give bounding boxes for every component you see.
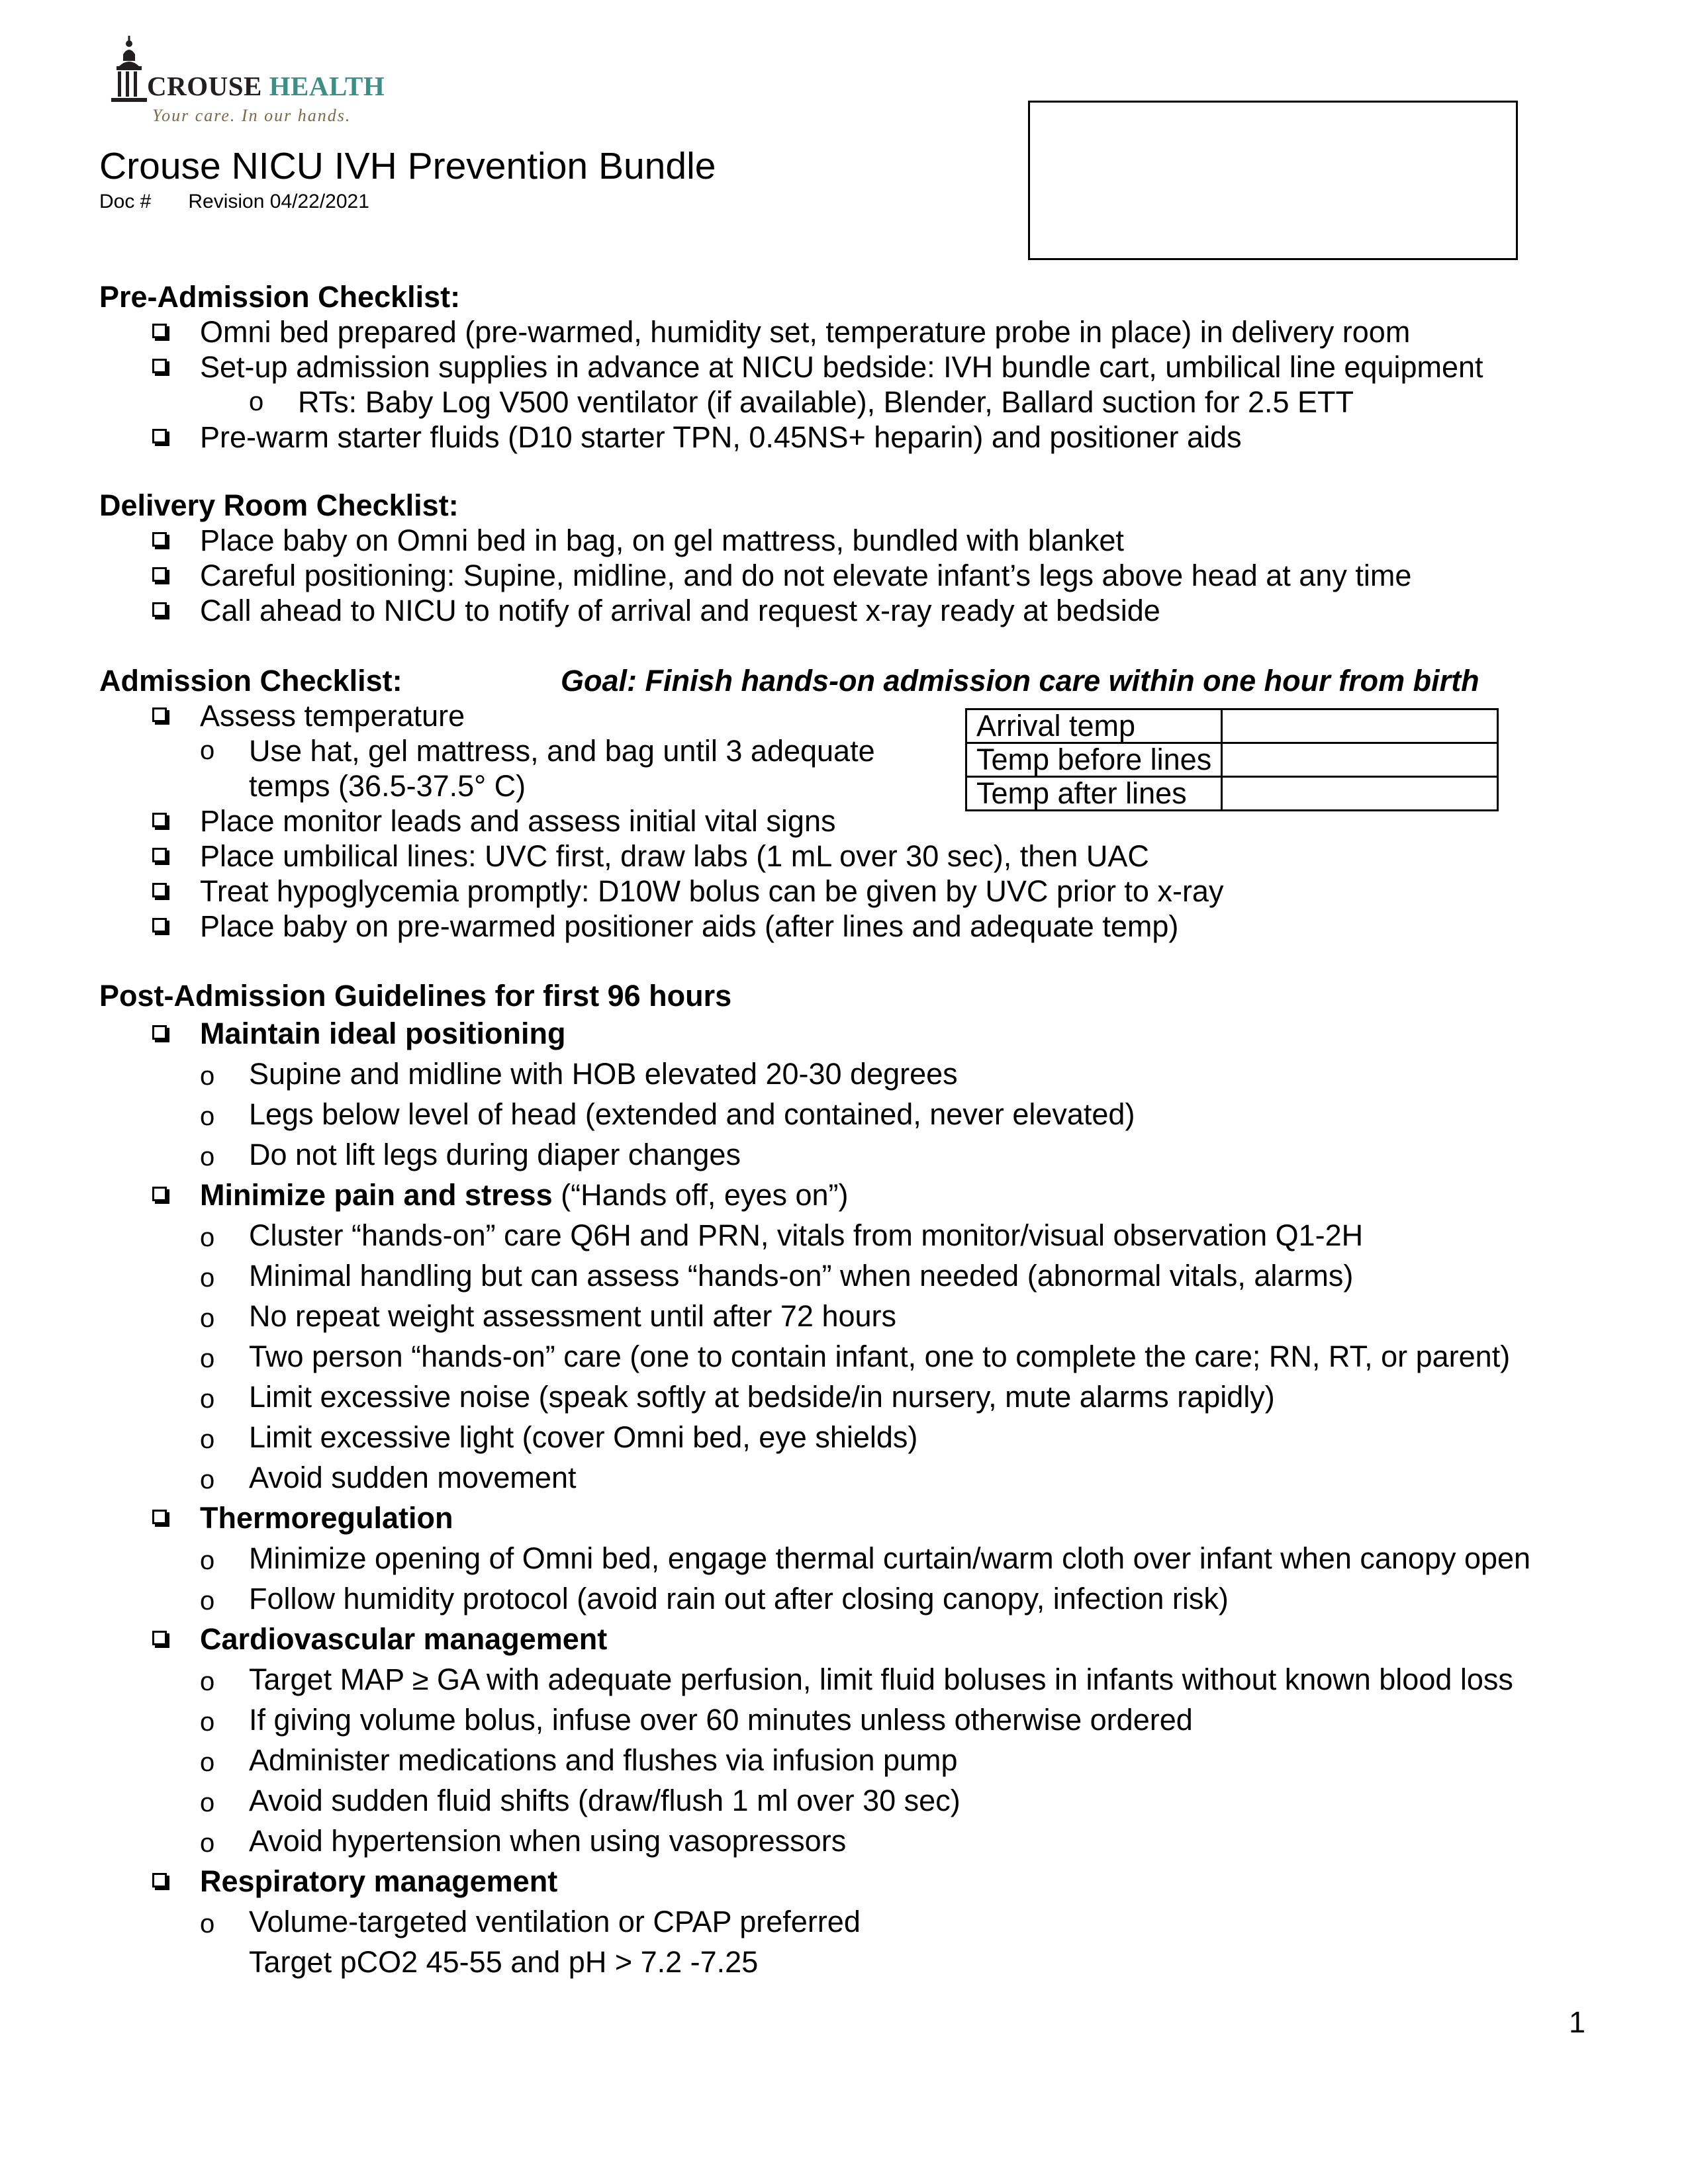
logo-brand: CROUSE HEALTH [147,71,385,101]
bullet-icon: o [200,1304,215,1333]
bullet-icon: o [200,1062,215,1091]
sub-item-continuation: temps (36.5-37.5° C) [249,769,526,803]
bullet-icon: o [200,1667,215,1696]
sub-item: o If giving volume bolus, infuse over 60 minutes unless otherwise ordered [99,1700,1622,1740]
bullet-icon: o [200,1223,215,1252]
checklist-item: Set-up admission supplies in advance at NICU bedside: IVH bundle cart, umbilical line equipment [99,349,1622,385]
sub-item: o Do not lift legs during diaper changes [99,1134,1622,1175]
sub-item: o Cluster “hands-on” care Q6H and PRN, vitals from monitor/visual observation Q1-2H [99,1215,1622,1255]
table-row [966,709,1498,743]
checkbox-icon [152,918,167,933]
checklist-item: Omni bed prepared (pre-warmed, humidity set, temperature probe in place) in delivery room [99,314,1622,349]
table-cell-label: Temp after lines [966,777,1222,811]
patient-label-box [1028,101,1518,260]
building-icon [109,34,150,107]
checklist-item: Place umbilical lines: UVC first, draw labs (1 mL over 30 sec), then UAC [99,839,1622,874]
sub-item: o RTs: Baby Log V500 ventilator (if available), Blender, Ballard suction for 2.5 ETT [249,385,1354,419]
sub-item: o Avoid hypertension when using vasopressors [99,1821,1622,1861]
checkbox-icon [152,429,167,443]
bullet-icon: o [200,1748,215,1777]
checklist-item: Careful positioning: Supine, midline, and do not elevate infant’s legs above head at any time [99,558,1622,593]
checkbox-icon [152,813,167,827]
table-row [966,777,1498,811]
sub-item: o Minimize opening of Omni bed, engage thermal curtain/warm cloth over infant when canopy open [99,1538,1622,1578]
checklist-item: Cardiovascular management [99,1619,1622,1659]
checkbox-icon [152,707,167,722]
table-row [966,743,1498,777]
checkbox-icon [152,1025,167,1040]
checklist-item: Place baby on Omni bed in bag, on gel mattress, bundled with blanket [99,523,1622,558]
bullet-icon: o [200,1586,215,1615]
sub-item: o Follow humidity protocol (avoid rain out after closing canopy, infection risk) [99,1578,1622,1619]
sub-item: o Avoid sudden fluid shifts (draw/flush 1 ml over 30 sec) [99,1780,1622,1821]
bullet-icon: o [200,1465,215,1494]
checkbox-icon [152,532,167,547]
section-heading: Delivery Room Checklist: [99,488,459,522]
admission-goal: Goal: Finish hands-on admission care within one hour from birth [561,664,1479,698]
sub-item: o Limit excessive light (cover Omni bed, eye shields) [99,1417,1622,1457]
bullet-icon: o [200,1909,215,1938]
table-cell-label: Arrival temp [966,709,1222,743]
checkbox-icon [152,359,167,373]
sub-item: o Volume-targeted ventilation or CPAP preferred [99,1901,1622,1942]
table-cell-label: Temp before lines [966,743,1222,777]
sub-item: o Target MAP ≥ GA with adequate perfusion, limit fluid boluses in infants without known blood loss [99,1659,1622,1700]
sub-item: o Administer medications and flushes via infusion pump [99,1740,1622,1780]
sub-item: o No repeat weight assessment until after 72 hours [99,1296,1622,1336]
sub-item: o Legs below level of head (extended and contained, never elevated) [99,1094,1622,1134]
delivery-room-section [99,488,1622,628]
table-cell-entry[interactable] [1222,709,1498,743]
bullet-icon: o [200,1707,215,1737]
checklist-item: Place monitor leads and assess initial vital signs [99,803,1622,839]
sub-item: o Two person “hands-on” care (one to contain infant, one to complete the care; RN, RT, or parent) [99,1336,1622,1377]
pre-admission-section [99,279,1622,455]
checkbox-icon [152,602,167,617]
sub-item: o Avoid sudden movement [99,1457,1622,1498]
doc-number-label: Doc # [99,191,152,212]
checklist-item: Treat hypoglycemia promptly: D10W bolus can be given by UVC prior to x-ray [99,874,1622,909]
checklist-item: Call ahead to NICU to notify of arrival and request x-ray ready at bedside [99,593,1622,628]
revision-date: Revision 04/22/2021 [188,191,369,212]
section-heading: Post-Admission Guidelines for first 96 hours [99,979,732,1013]
doc-meta [99,191,369,213]
bullet-icon: o [200,1788,215,1817]
temperature-table [965,708,1499,811]
checkbox-icon [152,848,167,862]
logo-tagline: Your care. In our hands. [152,106,352,125]
bullet-icon: o [200,1425,215,1454]
checkbox-icon [152,1631,167,1645]
checklist-item: Place baby on pre-warmed positioner aids (after lines and adequate temp) [99,909,1622,944]
bullet-icon: o [200,1344,215,1373]
bullet-icon: o [200,1102,215,1131]
checklist-item: Assess temperature [99,698,1622,733]
crouse-health-logo [109,34,400,134]
checklist-item: Pre-warm starter fluids (D10 starter TPN, 0.45NS+ heparin) and positioner aids [99,420,1622,455]
table-cell-entry[interactable] [1222,743,1498,777]
sub-item: o Supine and midline with HOB elevated 20-30 degrees [99,1054,1622,1094]
bullet-icon: o [200,1385,215,1414]
bullet-icon: o [200,1263,215,1293]
sub-item: o Minimal handling but can assess “hands-on” when needed (abnormal vitals, alarms) [99,1255,1622,1296]
sub-item: o Use hat, gel mattress, and bag until 3 adequate [200,734,875,768]
checklist-item: Maintain ideal positioning [99,1013,1622,1054]
bullet-icon: o [249,387,264,416]
sub-item: o Limit excessive noise (speak softly at bedside/in nursery, mute alarms rapidly) [99,1377,1622,1417]
page-title: Crouse NICU IVH Prevention Bundle [99,145,716,187]
bullet-icon: o [200,736,215,765]
checkbox-icon [152,567,167,582]
section-heading: Admission Checklist: Goal: Finish hands-on admission care within one hour from birth [99,664,1479,698]
checklist-item: Respiratory management [99,1861,1622,1901]
page-number: 1 [1569,2005,1586,2039]
checklist-item: Minimize pain and stress (“Hands off, eyes on”) [99,1175,1622,1215]
checkbox-icon [152,1187,167,1201]
checkbox-icon [152,883,167,897]
checkbox-icon [152,324,167,338]
checkbox-icon [152,1510,167,1524]
checklist-item: Thermoregulation [99,1498,1622,1538]
checkbox-icon [152,1873,167,1888]
section-heading: Pre-Admission Checklist: [99,280,461,314]
bullet-icon: o [200,1142,215,1171]
bullet-icon: o [200,1546,215,1575]
post-admission-section [99,978,1622,1982]
sub-item-continuation: Target pCO2 45-55 and pH > 7.2 -7.25 [249,1945,759,1979]
bullet-icon: o [200,1829,215,1858]
table-cell-entry[interactable] [1222,777,1498,811]
